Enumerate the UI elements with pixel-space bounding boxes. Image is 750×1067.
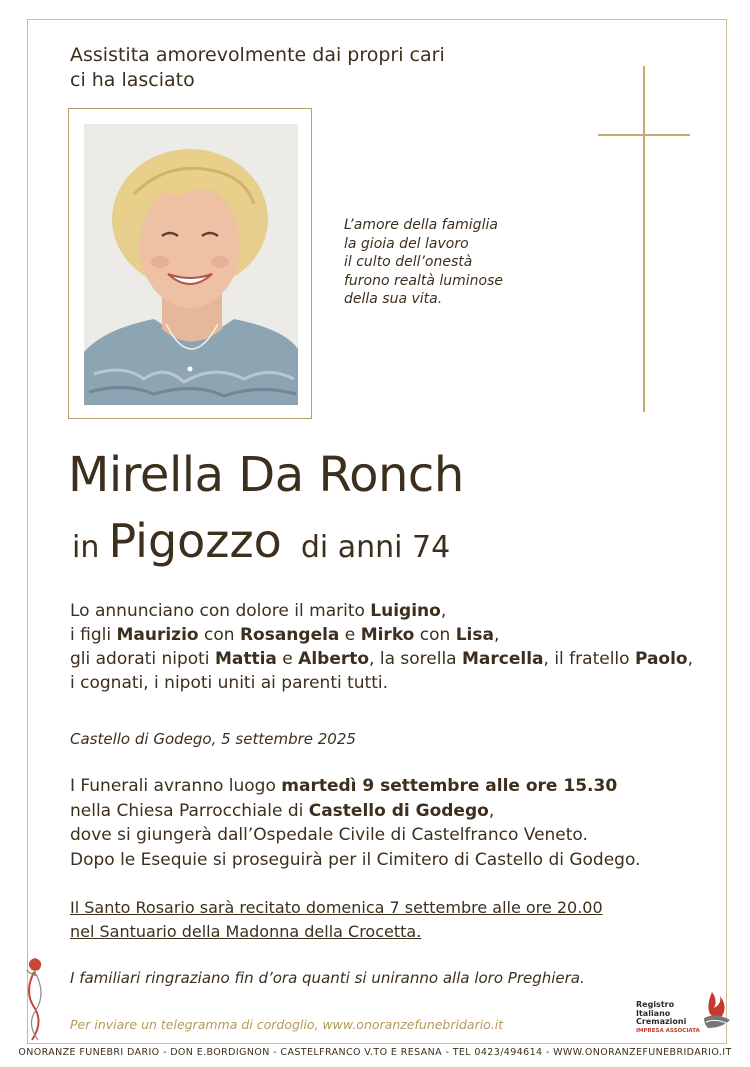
quote-line-5: della sua vita. xyxy=(344,291,443,307)
footer-contact: ONORANZE FUNEBRI DARIO - DON E.BORDIGNON - CASTELFRANCO V.TO E RESANA - TEL 0423/494614 - WWW.ONORANZEFUNEBRIDARIO.IT xyxy=(18,1047,732,1058)
intro-line-2: ci ha lasciato xyxy=(70,69,195,91)
funeral-line-1: I Funerali avranno luogo martedì 9 settembre alle ore 15.30 xyxy=(70,776,618,796)
funeral-where: Castello di Godego xyxy=(308,800,489,821)
deceased-name: Mirella Da Ronch xyxy=(68,447,464,503)
married-name-and-age xyxy=(72,514,450,568)
intro-line-1: Assistita amorevolmente dai propri cari xyxy=(70,44,445,66)
announcement xyxy=(70,599,730,695)
married-prefix: in xyxy=(72,530,100,565)
intro-text xyxy=(70,43,490,93)
announcement-line-4: i cognati, i nipoti uniti ai parenti tutti. xyxy=(70,673,389,693)
age: di anni 74 xyxy=(300,530,451,565)
rosary-line-2: nel Santuario della Madonna della Crocetta. xyxy=(70,922,422,941)
announcement-line-2: i figli Maurizio con Rosangela e Mirko con Lisa, xyxy=(70,625,500,645)
rosary-line-1: Il Santo Rosario sarà recitato domenica 7 settembre alle ore 20.00 xyxy=(70,898,603,917)
place-and-date: Castello di Godego, 5 settembre 2025 xyxy=(70,730,356,748)
announcement-line-1: Lo annunciano con dolore il marito Luigino, xyxy=(70,601,447,621)
thanks-text: I familiari ringraziano fin d’ora quanti si uniranno alla loro Preghiera. xyxy=(70,969,585,987)
cremation-registry-logo: Registro Italiano Cremazioni IMPRESA ASSOCIATA xyxy=(636,988,734,1036)
cross-icon xyxy=(598,66,690,412)
quote-line-3: il culto dell’onestà xyxy=(344,254,473,270)
quote-line-2: la gioia del lavoro xyxy=(344,235,469,252)
announcement-line-3: gli adorati nipoti Mattia e Alberto, la sorella Marcella, il fratello Paolo, xyxy=(70,649,694,669)
flame-icon xyxy=(700,988,734,1034)
rosary-notice xyxy=(70,896,603,944)
funeral-line-2: nella Chiesa Parrocchiale di Castello di Godego, xyxy=(70,800,495,821)
husband-name: Luigino xyxy=(370,601,441,621)
portrait-frame xyxy=(68,108,312,419)
quote-line-4: furono realtà luminose xyxy=(344,272,504,289)
funeral-line-3: dove si giungerà dall’Ospedale Civile di Castelfranco Veneto. xyxy=(70,825,588,845)
telegram-link[interactable]: Per inviare un telegramma di cordoglio, www.onoranzefunebridario.it xyxy=(70,1017,504,1032)
memorial-quote xyxy=(344,216,544,309)
flower-icon xyxy=(20,952,50,1044)
quote-line-1: L’amore della famiglia xyxy=(344,217,498,233)
married-surname: Pigozzo xyxy=(108,514,282,568)
portrait-photo xyxy=(84,124,298,405)
funeral-when: martedì 9 settembre alle ore 15.30 xyxy=(281,776,618,796)
funeral-line-4: Dopo le Esequie si proseguirà per il Cimitero di Castello di Godego. xyxy=(70,849,641,870)
funeral-details xyxy=(70,774,730,872)
